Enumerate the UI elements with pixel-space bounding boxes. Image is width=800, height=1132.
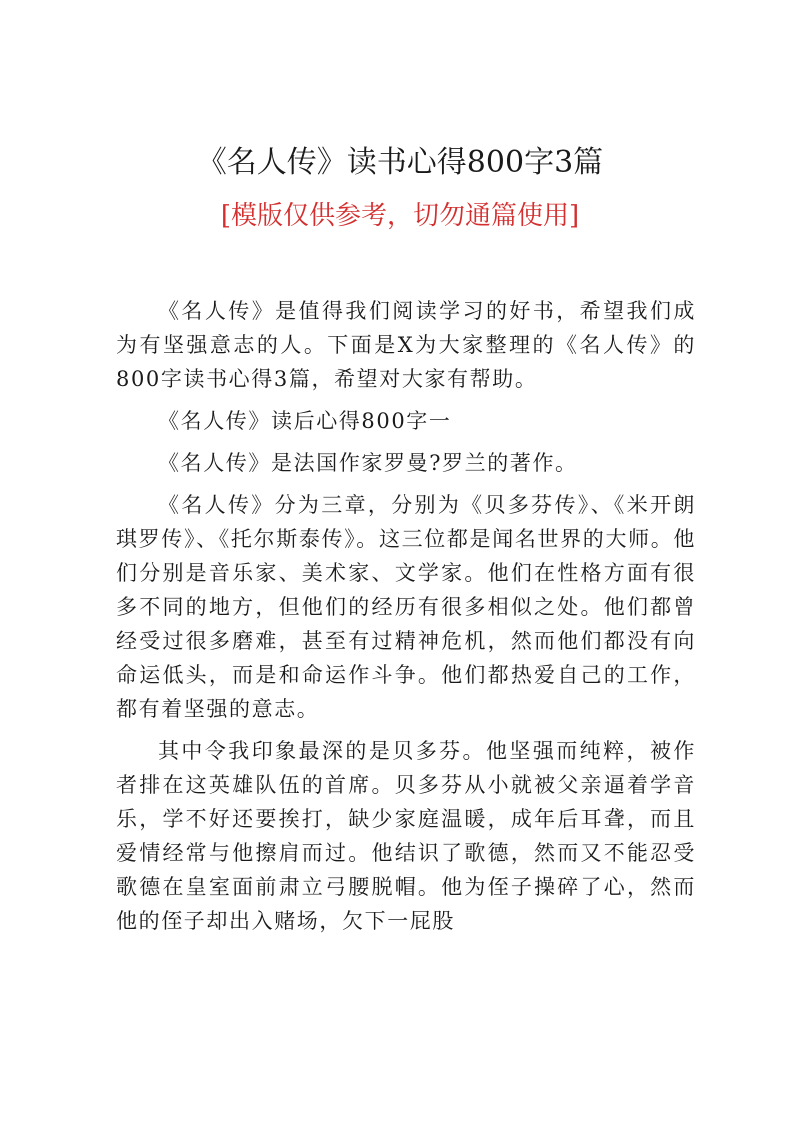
document-title: 《名人传》读书心得800字3篇 bbox=[196, 145, 604, 180]
paragraph-author: 《名人传》是法国作家罗曼?罗兰的著作。 bbox=[158, 451, 578, 475]
document-body bbox=[116, 294, 696, 946]
paragraph-chapters: 《名人传》分为三章，分别为《贝多芬传》、《米开朗琪罗传》、《托尔斯泰传》。这三位都是闻名世界的大师。他们分别是音乐家、美术家、文学家。他们在性格方面有很多不同的地方，但他们的经历有很多相似之处。他们都曾经受过很多磨难，甚至有过精神危机，然而他们都没有向命运低头，而是和命运作斗争。他们都热爱自己的工作，都有着坚强的意志。 bbox=[116, 493, 696, 721]
paragraph-intro: 《名人传》是值得我们阅读学习的好书，希望我们成为有坚强意志的人。下面是X为大家整理的《名人传》的800字读书心得3篇，希望对大家有帮助。 bbox=[116, 299, 696, 391]
paragraph-section-heading: 《名人传》读后心得800字一 bbox=[158, 409, 452, 433]
document-subtitle: [模版仅供参考，切勿通篇使用] bbox=[220, 201, 580, 231]
paragraph-beethoven: 其中令我印象最深的是贝多芬。他坚强而纯粹，被作者排在这英雄队伍的首席。贝多芬从小就被父亲逼着学音乐，学不好还要挨打，缺少家庭温暖，成年后耳聋，而且爱情经常与他擦肩而过。他结识了歌德，然而又不能忍受歌德在皇室面前肃立弓腰脱帽。他为侄子操碎了心，然而他的侄子却出入赌场，欠下一屁股 bbox=[116, 739, 696, 933]
